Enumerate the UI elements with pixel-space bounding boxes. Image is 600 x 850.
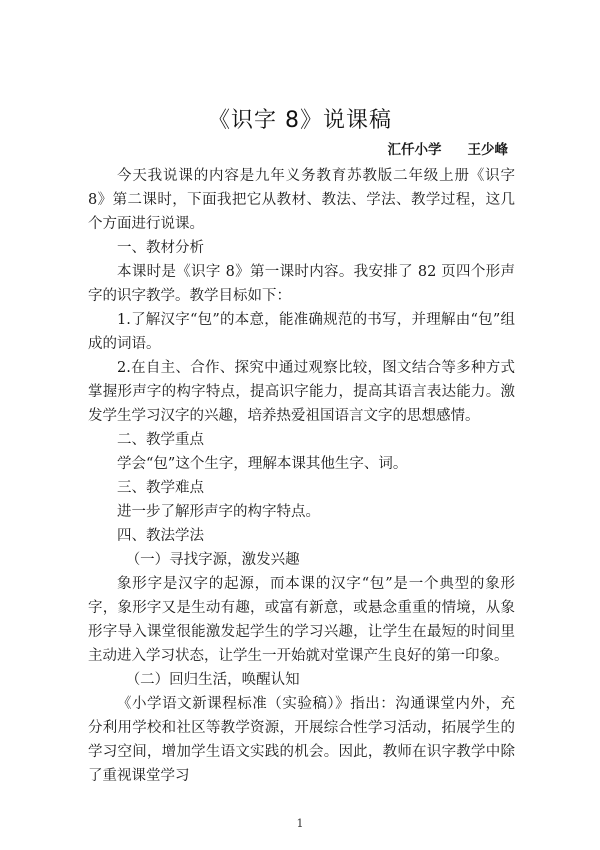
paragraph: 三、教学难点 xyxy=(117,480,204,496)
document-title: 《识字 8》说课稿 xyxy=(208,108,392,133)
paragraph: 二、教学重点 xyxy=(117,432,204,448)
paragraph: （一）寻找字源，激发兴趣 xyxy=(125,552,300,568)
author-name: 王少峰 xyxy=(467,142,508,158)
paragraph: （二）回归生活，唤醒认知 xyxy=(125,672,300,688)
paragraph: 今天我说课的内容是九年义务教育苏教版二年级上册《识字 8》第二课时，下面我把它从教材、教法、学法、教学过程，这几个方面进行说课。 xyxy=(88,168,515,232)
paragraph: 1.了解汉字“包”的本意，能准确规范的书写，并理解由“包”组成的词语。 xyxy=(88,312,515,352)
paragraph: 四、教法学法 xyxy=(117,528,204,544)
document-body xyxy=(88,164,515,788)
paragraph: 学会“包”这个生字，理解本课其他生字、词。 xyxy=(117,456,408,472)
paragraph: 《小学语文新课程标准（实验稿）》指出：沟通课堂内外，充分利用学校和社区等教学资源，开展综合性学习活动，拓展学生的学习空间，增加学生语文实践的机会。因此，教师在识字教学中除了重视课堂学习 xyxy=(88,696,515,784)
paragraph: 本课时是《识字 8》第一课时内容。我安排了 82 页四个形声字的识字教学。教学目标如下： xyxy=(88,264,515,304)
paragraph: 进一步了解形声字的构字特点。 xyxy=(117,504,320,520)
school-name: 汇仟小学 xyxy=(387,142,442,158)
paragraph: 2.在自主、合作、探究中通过观察比较，图文结合等多种方式掌握形声字的构字特点，提高识字能力，提高其语言表达能力。激发学生学习汉字的兴趣，培养热爱祖国语言文字的思想感情。 xyxy=(88,360,515,424)
page-number: 1 xyxy=(296,817,304,830)
paragraph: 一、教材分析 xyxy=(117,240,204,256)
author-line xyxy=(388,138,509,158)
paragraph: 象形字是汉字的起源，而本课的汉字“包”是一个典型的象形字，象形字又是生动有趣，或富有新意，或悬念重重的情境，从象形字导入课堂很能激发起学生的学习兴趣，让学生在最短的时间里主动进入学习状态，让学生一开始就对堂课产生良好的第一印象。 xyxy=(88,576,515,664)
